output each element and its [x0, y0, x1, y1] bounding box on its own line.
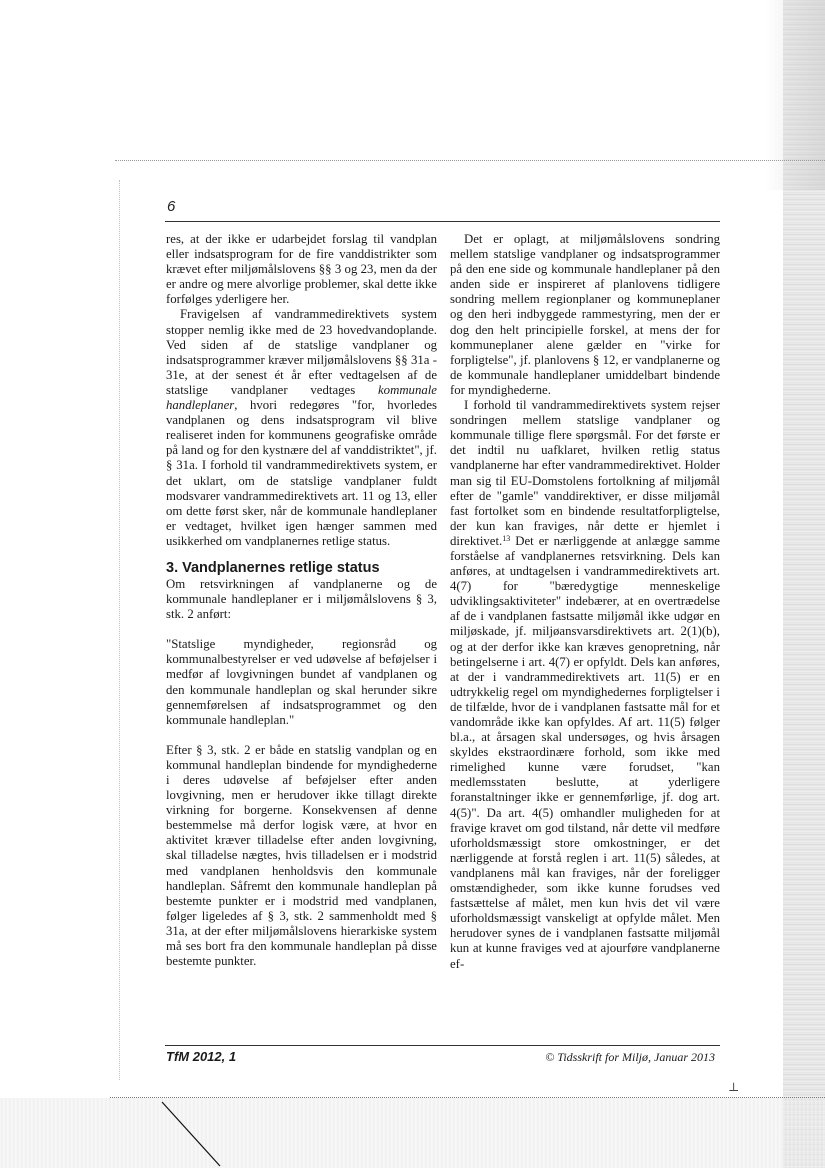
paragraph-text: Det er nærliggende at anlægge samme forståelse af vandplanernes retsvirkning. Dels kan anføres, at undtagelsen i vandrammedirektivets art. 4(7) for "bæredygtige menneskelige udviklingsaktiviteter" indebærer, at en overtrædelse af de i vandplanen fastsatte miljømål ikke udgør en miljøskade, jf. miljøansvarsdirektivets art. 2(1)(b), og at der derfor ikke kan kræves genopretning, når betingelserne i art. 4(7) er opfyldt. Dels kan anføres, at der i vandrammedirektivets art. 11(5) er en udtrykkelig regel om myndighedernes forpligtelser i de tilfælde, hvor de i vandplanen fastsatte mål for et vandområde ikke kan opfyldes. Af art. 11(5) følger bl.a., at årsagen skal undersøges, og hvis årsagen skyldes ekstraordinære forhold, som ikke med rimelighed kunne være forudset, "kan medlemsstaten beslutte, at yderligere foranstaltninger ikke er gennemførlige, jf. dog art. 4(5)". Da art. 4(5) omhandler muligheden for at fravige kravet om god tilstand, når dette vil medføre uforholdsmæssigt store omkostninger, er det nærliggende at forstå reglen i art. 11(5) således, at vandplanens mål kan fraviges, når der foreligger omstændigheder, som ikke kunne forudses ved fastsættelse af målet, men kun hvis det vil være uforholdsmæssigt vanskeligt at opfylde målet. Men herudover synes de i vandplanen fastsatte miljømål kun at kunne fraviges ved at ajourføre vandplanerne ef- — [450, 533, 720, 971]
paragraph-text: Fravigelsen af vandrammedirektivets system stopper nemlig ikke med de 23 hovedvandoplande. Ved siden af de statslige vandplaner og indsatsprogrammer kræver miljømålslovens §§ 31a - 31e, at der senest ét år efter vedtagelsen af de statslige vandplaner vedtages — [166, 307, 437, 397]
paragraph: res, at der ikke er udarbejdet forslag til vandplan eller indsatsprogram for de fire vanddistrikter som krævet efter miljømålslovens §§ 3 og 23, men da der er andre og mere alvorlige problemer, skal dette ikke forfølges yderligere her. — [166, 232, 437, 307]
scan-edge-left — [119, 180, 121, 1080]
paragraph: Efter § 3, stk. 2 er både en statslig vandplan og en kommunal handleplan bindende for myndighederne i deres udøvelse af beføjelser efter anden lovgivning, men er herudover ikke tillagt direkte virkning for borgerne. Konsekvensen af denne bestemmelse må derfor logisk være, at hvor en aktivitet kræver tilladelse efter anden lovgivning, skal tilladelse nægtes, hvis tilladelsen er i modstrid med vandplanen henholdsvis den kommunale handleplan. Såfremt den kommunale handleplan på bestemte punkter er i modstrid med vandplanen, følger ligeledes af § 3, stk. 2 sammenholdt med § 31a, at der efter miljømålslovens hierarkiske system må ses bort fra den kommunale handleplan på disse bestemte punkter. — [166, 742, 437, 969]
paragraph-text: I forhold til vandrammedirektivets system rejser sondringen mellem statslige vandplaner og kommunale tillige flere spørgsmål. For det første er det indtil nu uafklaret, hvilken retlig status vandplanerne har efter vandrammedirektivet. Holder man sig til EU-Domstolens fortolkning af miljømål efter de "gamle" vanddirektiver, er disse miljømål fast fortolket som en bindende resultatforpligtelse, der kun kan fraviges, når dette er hjemlet i direktivet. — [450, 398, 720, 548]
crop-mark: ⊥ — [728, 1080, 740, 1094]
section-heading: 3. Vandplanernes retlige status — [166, 559, 380, 576]
paragraph: Det er oplagt, at miljømålslovens sondring mellem statslige vandplaner og indsatsprogrammer på den ene side og kommunale handleplaner på den anden side er inspireret af planlovens tidligere sondring mellem regionplaner og kommuneplaner og den heri indbyggede rammestyring, men der er dog den helt principielle forskel, at mens der for kommuneplaner alene gælder en "virke for forpligtelse", jf. planlovens § 12, er vandplanerne og de kommunale handleplaner umiddelbart bindende for myndighederne. — [450, 232, 720, 397]
paragraph — [166, 307, 437, 549]
right-column — [450, 232, 720, 972]
emphasis-text: kommunale handleplaner — [166, 382, 437, 413]
block-quote: "Statslige myndigheder, regionsråd og kommunalbestyrelser er ved udøvelse af beføjelser i medfør af lovgivningen bundet af vandplanen og den kommunale handleplan og skal herunder sikre gennemførelsen af indsatsprogrammet og den kommunale handleplan." — [166, 637, 437, 727]
scan-edge-bottom — [110, 1097, 825, 1099]
copyright-notice: © Tidsskrift for Miljø, Januar 2013 — [545, 1050, 715, 1064]
header-rule — [165, 221, 720, 222]
scan-shadow-bottom — [0, 1098, 825, 1168]
journal-issue: TfM 2012, 1 — [166, 1049, 237, 1064]
paragraph-text: , hvori redegøres "for, hvorledes vandplanen og dens indsatsprogram vil blive realiseret inden for kommunens geografiske område på land og for den kystnære del af vanddistriktet", jf. § 31a. I forhold til vandrammedirektivets system, er det uklart, om de statslige vandplaner fuldt modsvarer vandrammedirektivets art. 11 og 13, eller om dette først sker, når de kommunale handleplaner er vedtaget, hvilket igen hænger sammen med usikkerhed om vandplanernes retlige status. — [166, 398, 437, 548]
paragraph: Om retsvirkningen af vandplanerne og de kommunale handleplaner er i miljømålslovens § 3, stk. 2 anført: — [166, 576, 437, 622]
footnote-reference[interactable]: 13 — [502, 533, 511, 543]
left-column — [166, 232, 437, 969]
footer-rule — [165, 1045, 720, 1046]
scan-edge-top — [115, 160, 825, 162]
paragraph — [450, 398, 720, 972]
page-number: 6 — [167, 198, 176, 215]
crop-line — [160, 1100, 240, 1168]
